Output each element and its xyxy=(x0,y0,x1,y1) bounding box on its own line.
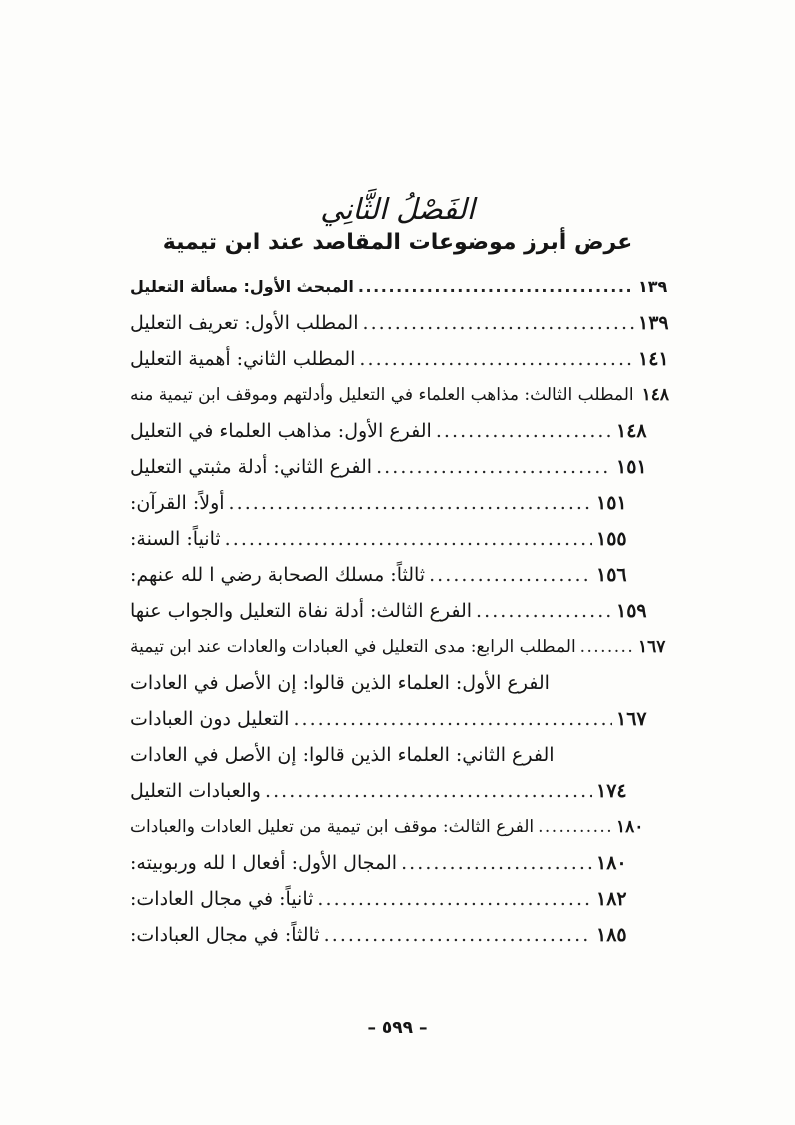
toc-entry-label: الفرع الأول: العلماء الذين قالوا: إن الأصل في العادات xyxy=(130,672,550,694)
toc-entry xyxy=(130,666,658,700)
toc-entry-label: أولاً: القرآن: xyxy=(130,492,225,514)
toc-entry-page: ١٥٥ xyxy=(596,528,627,550)
toc-entry-page: ١٥١ xyxy=(616,456,647,478)
toc-dot-leader xyxy=(580,630,634,664)
toc-entry-label: المبحث الأول: مسألة التعليل xyxy=(130,277,354,296)
toc-entry-page: ١٧٤ xyxy=(596,780,627,802)
toc-entry-page: ١٥١ xyxy=(596,492,627,514)
toc-entry xyxy=(130,270,680,304)
toc-entry-label: ثالثاً: مسلك الصحابة رضي ا لله عنهم: xyxy=(130,564,426,586)
toc-dot-leader xyxy=(362,306,634,340)
chapter-title: الفَصْلُ الثَّانِي xyxy=(320,192,475,226)
toc-entry xyxy=(130,738,658,772)
toc-entry xyxy=(130,774,638,808)
toc-entry xyxy=(130,522,638,556)
toc-entry-page: ١٣٩ xyxy=(638,312,669,334)
toc-entry-page: ١٥٦ xyxy=(596,564,627,586)
toc-entry-page: ١٨٢ xyxy=(596,888,627,910)
toc-dot-leader xyxy=(293,702,612,736)
toc-entry xyxy=(130,306,680,340)
toc-entry-page: ١٥٩ xyxy=(616,600,647,622)
toc-entry-page: ١٤١ xyxy=(638,348,669,370)
toc-entry-label: ثالثاً: في مجال العبادات: xyxy=(130,924,320,946)
toc-dot-leader xyxy=(265,774,592,808)
chapter-subtitle: عرض أبرز موضوعات المقاصد عند ابن تيمية xyxy=(162,230,633,255)
toc-entry xyxy=(130,918,638,952)
toc-entry xyxy=(130,414,658,448)
toc-entry-label: الفرع الثاني: أدلة مثبتي التعليل xyxy=(130,456,373,478)
toc-entry xyxy=(130,486,638,520)
toc-entry-page: ١٦٧ xyxy=(638,637,666,657)
toc-entry xyxy=(130,594,658,628)
toc-entry xyxy=(130,342,680,376)
toc-entry-label: الفرع الثالث: أدلة نفاة التعليل والجواب عنها xyxy=(130,600,473,622)
toc-entry xyxy=(130,630,680,664)
toc-dot-leader xyxy=(359,342,634,376)
toc-entry-page: ١٨٠ xyxy=(596,852,627,874)
toc-entry-page: ١٨٥ xyxy=(596,924,627,946)
toc-dot-leader xyxy=(317,882,592,916)
toc-dot-leader xyxy=(436,414,612,448)
toc-entry-label: المطلب الثاني: أهمية التعليل xyxy=(130,348,356,370)
page-number: – ٥٩٩ – xyxy=(367,1018,428,1038)
toc-entry-label: ثانياً: السنة: xyxy=(130,528,221,550)
toc-dot-leader xyxy=(324,918,592,952)
toc-dot-leader xyxy=(358,270,634,304)
toc-entry xyxy=(130,846,638,880)
toc-entry-page: ١٤٨ xyxy=(616,420,647,442)
toc-entry-label: المطلب الرابع: مدى التعليل في العبادات والعادات عند ابن تيمية xyxy=(130,637,576,657)
toc-entry-page: ١٤٨ xyxy=(641,385,670,405)
toc-dot-leader xyxy=(225,522,592,556)
toc-entry xyxy=(130,378,680,412)
toc-dot-leader xyxy=(229,486,592,520)
toc-dot-leader xyxy=(429,558,592,592)
toc-entry-page: ١٣٩ xyxy=(638,277,668,296)
toc-entry-label: والعبادات التعليل xyxy=(130,780,261,802)
toc-entry-label: ثانياً: في مجال العادات: xyxy=(130,888,314,910)
toc-entry xyxy=(130,810,658,844)
toc-dot-leader xyxy=(376,450,612,484)
toc-entry xyxy=(130,702,658,736)
toc-entry-label: الفرع الثاني: العلماء الذين قالوا: إن الأصل في العادات xyxy=(130,744,555,766)
toc-entry-label: الفرع الأول: مذاهب العلماء في التعليل xyxy=(130,420,432,442)
toc-entry-label: المطلب الثالث: مذاهب العلماء في التعليل وأدلتهم وموقف ابن تيمية منه xyxy=(130,385,634,405)
toc-dot-leader xyxy=(401,846,592,880)
toc-dot-leader xyxy=(538,810,612,844)
toc-entry-label: المجال الأول: أفعال ا لله وربوبيته: xyxy=(130,852,398,874)
toc-entry-label: المطلب الأول: تعريف التعليل xyxy=(130,312,359,334)
toc-entry-page: ١٦٧ xyxy=(616,708,647,730)
toc-entry-page: ١٨٠ xyxy=(616,817,644,837)
toc-entry-label: التعليل دون العبادات xyxy=(130,708,290,730)
toc-entry xyxy=(130,450,658,484)
toc-entry-label: الفرع الثالث: موقف ابن تيمية من تعليل العادات والعبادات xyxy=(130,817,535,837)
toc-entry xyxy=(130,558,638,592)
toc-dot-leader xyxy=(476,594,612,628)
toc-entry xyxy=(130,882,638,916)
